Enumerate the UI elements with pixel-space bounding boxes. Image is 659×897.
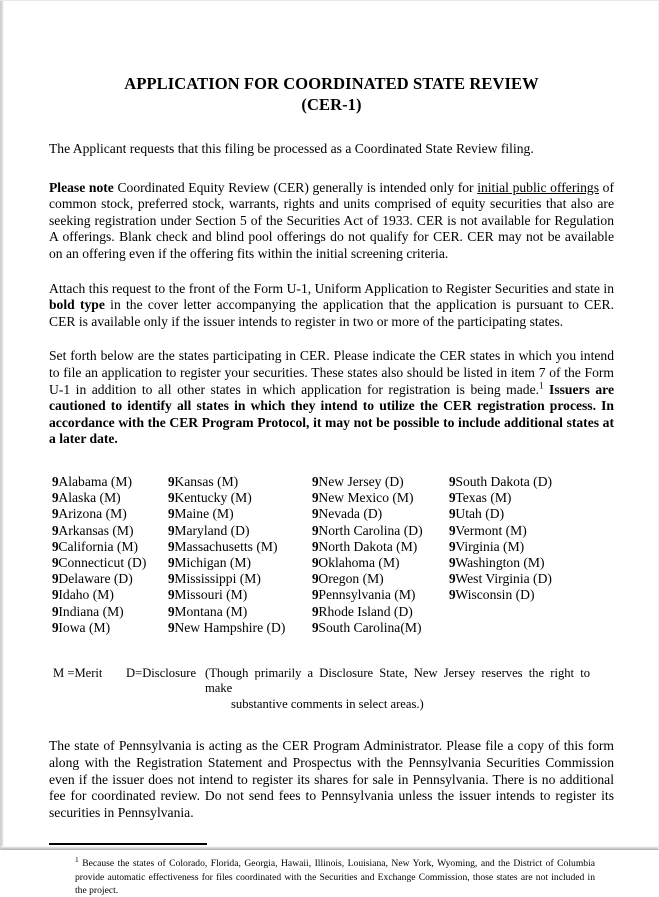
- footnote-block: [49, 857, 595, 897]
- legend-note: [205, 666, 590, 713]
- attach-paragraph: [49, 281, 614, 331]
- state-label: Utah (D): [455, 506, 505, 522]
- state-checkbox-item[interactable]: [312, 587, 449, 603]
- spacer-5: [49, 636, 614, 666]
- please-note-paragraph: [49, 180, 614, 263]
- attach-part2: in the cover letter accompanying the application that the application is pursuant to CER. CER is available only if the issuer intends to register in two or more of the participating states.: [49, 297, 614, 329]
- states-column-4: [449, 474, 599, 604]
- state-label: Arizona (M): [58, 506, 127, 522]
- state-checkbox-item[interactable]: [449, 555, 599, 571]
- spacer-4: [49, 448, 614, 474]
- state-checkbox-item[interactable]: [168, 539, 312, 555]
- spacer-2: [49, 263, 614, 281]
- state-checkbox-item[interactable]: [312, 490, 449, 506]
- pennsylvania-paragraph-text: The state of Pennsylvania is acting as the CER Program Administrator. Please file a copy of this form along with the Registration Statement and Prospectus with the Pennsylvania Securities Commission even if the issuer does not intend to register its shares for sale in Pennsylvania. There is no additional fee for coordinated review. Do not send fees to Pennsylvania unless the issuer intends to register its securities in Pennsylvania.: [49, 738, 614, 820]
- state-label: Virginia (M): [455, 538, 525, 554]
- state-checkbox-item[interactable]: [52, 490, 168, 506]
- state-checkbox-item[interactable]: [312, 604, 449, 620]
- state-label: Maryland (D): [174, 522, 250, 538]
- spacer-7: [49, 821, 614, 843]
- attach-bold-type: bold type: [49, 297, 105, 313]
- state-label: Michigan (M): [174, 554, 252, 570]
- state-label: North Dakota (M): [318, 538, 418, 554]
- legend-disclosure: D=Disclosure: [126, 665, 197, 680]
- footnote-text: Because the states of Colorado, Florida, Georgia, Hawaii, Illinois, Louisiana, New York, Wyoming, and the District of Columbia provide automatic effectiveness for files coordinated with the Securities and Exchange Commission, those states are not included in the project.: [75, 858, 595, 896]
- state-checkbox-item[interactable]: [312, 555, 449, 571]
- checkbox-icon[interactable]: 9: [52, 490, 59, 506]
- state-checkbox-item[interactable]: [449, 539, 599, 555]
- checkbox-icon[interactable]: 9: [168, 587, 175, 603]
- state-label: Massachusetts (M): [174, 538, 278, 554]
- state-checkbox-item[interactable]: [168, 604, 312, 620]
- state-checkbox-item[interactable]: [52, 620, 168, 636]
- state-label: New Jersey (D): [318, 473, 404, 489]
- state-label: Oregon (M): [318, 571, 384, 587]
- checkbox-icon[interactable]: 9: [449, 473, 456, 489]
- state-label: Connecticut (D): [58, 554, 147, 570]
- footnote-marker: 1: [75, 855, 79, 865]
- state-label: New Mexico (M): [318, 490, 414, 506]
- please-note-underlined: initial public offerings: [477, 179, 600, 195]
- state-label: West Virginia (D): [455, 571, 552, 587]
- state-checkbox-item[interactable]: [168, 587, 312, 603]
- state-label: Wisconsin (D): [455, 587, 535, 603]
- checkbox-icon[interactable]: 9: [168, 538, 175, 554]
- state-label: Alaska (M): [58, 490, 121, 506]
- state-label: South Dakota (D): [455, 473, 553, 489]
- setforth-paragraph: [49, 348, 614, 448]
- checkbox-icon[interactable]: 9: [168, 619, 175, 635]
- intro-paragraph: [49, 141, 614, 158]
- state-checkbox-item[interactable]: [449, 506, 599, 522]
- state-label: Texas (M): [455, 490, 512, 506]
- state-label: Maine (M): [174, 506, 234, 522]
- state-label: Washington (M): [455, 554, 545, 570]
- state-label: Rhode Island (D): [318, 603, 413, 619]
- checkbox-icon[interactable]: 9: [52, 571, 59, 587]
- state-label: Missouri (M): [174, 587, 248, 603]
- state-checkbox-item[interactable]: [52, 604, 168, 620]
- state-label: Kentucky (M): [174, 490, 252, 506]
- checkbox-icon[interactable]: 9: [449, 538, 456, 554]
- checkbox-icon[interactable]: 9: [449, 490, 456, 506]
- state-label: California (M): [58, 538, 139, 554]
- checkbox-icon[interactable]: 9: [52, 587, 59, 603]
- page-title-line1: APPLICATION FOR COORDINATED STATE REVIEW: [124, 74, 539, 93]
- state-checkbox-item[interactable]: [168, 506, 312, 522]
- state-checkbox-item[interactable]: [52, 587, 168, 603]
- legend-row: [49, 666, 614, 713]
- checkbox-icon[interactable]: 9: [52, 522, 59, 538]
- setforth-part1: Set forth below are the states participating in CER. Please indicate the CER states in which you intend to file an application to register your securities. These states also should be listed in item 7 of the Form U-1 in addition to all other states in which application for registration is being made.: [49, 348, 614, 397]
- state-checkbox-item[interactable]: [168, 555, 312, 571]
- footnote-separator-rule: [49, 843, 207, 845]
- spacer-6: [49, 712, 614, 738]
- top-spacer: [49, 1, 614, 73]
- state-checkbox-item[interactable]: [449, 587, 599, 603]
- checkbox-icon[interactable]: 9: [168, 571, 175, 587]
- state-checkbox-item[interactable]: [168, 490, 312, 506]
- state-label: Montana (M): [174, 603, 248, 619]
- checkbox-icon[interactable]: 9: [312, 619, 319, 635]
- state-checkbox-item[interactable]: [52, 571, 168, 587]
- legend-note-line2: substantive comments in select areas.): [231, 696, 424, 711]
- checkbox-icon[interactable]: 9: [52, 603, 59, 619]
- checkbox-icon[interactable]: 9: [52, 506, 59, 522]
- checkbox-icon[interactable]: 9: [449, 571, 456, 587]
- state-label: Delaware (D): [58, 571, 133, 587]
- state-checkbox-item[interactable]: [168, 523, 312, 539]
- state-checkbox-item[interactable]: [312, 523, 449, 539]
- checkbox-icon[interactable]: 9: [168, 473, 175, 489]
- spacer-3: [49, 330, 614, 348]
- pennsylvania-paragraph: [49, 738, 614, 821]
- state-label: Nevada (D): [318, 506, 383, 522]
- state-label: Arkansas (M): [58, 522, 134, 538]
- states-column-2: [168, 474, 312, 636]
- checkbox-icon[interactable]: 9: [312, 587, 319, 603]
- state-checkbox-item[interactable]: [312, 620, 449, 636]
- attach-part1: Attach this request to the front of the Form U-1, Uniform Application to Register Securities and state in: [49, 280, 614, 296]
- checkbox-icon[interactable]: 9: [52, 538, 59, 554]
- checkbox-icon[interactable]: 9: [52, 473, 59, 489]
- state-label: Iowa (M): [58, 619, 111, 635]
- states-column-3: [312, 474, 449, 636]
- legend-merit: M =Merit: [53, 665, 103, 680]
- checkbox-icon[interactable]: 9: [168, 490, 175, 506]
- state-label: North Carolina (D): [318, 522, 423, 538]
- state-checkbox-item[interactable]: [168, 620, 312, 636]
- spacer-1: [49, 158, 614, 180]
- checkbox-icon[interactable]: 9: [449, 554, 456, 570]
- please-note-lead: Please note: [49, 179, 114, 195]
- state-label: New Hampshire (D): [174, 619, 286, 635]
- state-checkbox-item[interactable]: [312, 506, 449, 522]
- checkbox-icon[interactable]: 9: [312, 490, 319, 506]
- state-label: Alabama (M): [58, 473, 133, 489]
- state-checkbox-item[interactable]: [449, 474, 599, 490]
- participating-states-grid: [49, 474, 614, 636]
- state-checkbox-item[interactable]: [168, 571, 312, 587]
- state-checkbox-item[interactable]: [449, 571, 599, 587]
- states-column-1: [52, 474, 168, 636]
- please-note-after: of common stock, preferred stock, warrants, rights and units comprised of equity securities that also are seeking registration under Section 5 of the Securities Act of 1933. CER is not available for Regulation A offerings. Blank check and blind pool offerings do not qualify for CER. CER may not be available on an offering even if the offering fits within the initial screening criteria.: [49, 179, 614, 261]
- checkbox-icon[interactable]: 9: [168, 522, 175, 538]
- checkbox-icon[interactable]: 9: [312, 506, 319, 522]
- legend-note-line1: (Though primarily a Disclosure State, New Jersey reserves the right to make: [205, 665, 590, 696]
- intro-paragraph-text: The Applicant requests that this filing be processed as a Coordinated State Review filing.: [49, 141, 534, 156]
- state-checkbox-item[interactable]: [449, 523, 599, 539]
- state-label: Mississippi (M): [174, 571, 261, 587]
- checkbox-icon[interactable]: 9: [52, 554, 59, 570]
- checkbox-icon[interactable]: 9: [168, 603, 175, 619]
- state-label: Oklahoma (M): [318, 554, 400, 570]
- page-title: [49, 73, 614, 115]
- state-checkbox-item[interactable]: [449, 490, 599, 506]
- state-label: Indiana (M): [58, 603, 124, 619]
- spacer-after-title: [49, 115, 614, 141]
- setforth-bold-part: Issuers are cautioned to identify all states in which they intend to utilize the CER registration process. In accordance with the CER Program Protocol, it may not be possible to include additional states at a later date.: [49, 381, 614, 447]
- state-checkbox-item[interactable]: [168, 474, 312, 490]
- footnote-reference-marker: 1: [539, 380, 544, 390]
- page-title-line2: (CER-1): [301, 95, 362, 114]
- state-checkbox-item[interactable]: [52, 539, 168, 555]
- state-checkbox-item[interactable]: [312, 474, 449, 490]
- checkbox-icon[interactable]: 9: [168, 554, 175, 570]
- checkbox-icon[interactable]: 9: [312, 554, 319, 570]
- state-checkbox-item[interactable]: [52, 523, 168, 539]
- state-label: Pennsylvania (M): [318, 587, 416, 603]
- state-checkbox-item[interactable]: [312, 539, 449, 555]
- state-checkbox-item[interactable]: [52, 555, 168, 571]
- checkbox-icon[interactable]: 9: [312, 571, 319, 587]
- please-note-before: Coordinated Equity Review (CER) generally is intended only for: [113, 179, 478, 195]
- checkbox-icon[interactable]: 9: [449, 506, 456, 522]
- state-checkbox-item[interactable]: [52, 506, 168, 522]
- checkbox-icon[interactable]: 9: [449, 522, 456, 538]
- checkbox-icon[interactable]: 9: [168, 506, 175, 522]
- state-label: Vermont (M): [455, 522, 527, 538]
- checkbox-icon[interactable]: 9: [312, 522, 319, 538]
- checkbox-icon[interactable]: 9: [52, 619, 59, 635]
- checkbox-icon[interactable]: 9: [312, 538, 319, 554]
- state-label: Idaho (M): [58, 587, 114, 603]
- checkbox-icon[interactable]: 9: [449, 587, 456, 603]
- checkbox-icon[interactable]: 9: [312, 473, 319, 489]
- state-label: Kansas (M): [174, 473, 239, 489]
- state-checkbox-item[interactable]: [312, 571, 449, 587]
- state-label: South Carolina(M): [318, 619, 422, 635]
- state-checkbox-item[interactable]: [52, 474, 168, 490]
- checkbox-icon[interactable]: 9: [312, 603, 319, 619]
